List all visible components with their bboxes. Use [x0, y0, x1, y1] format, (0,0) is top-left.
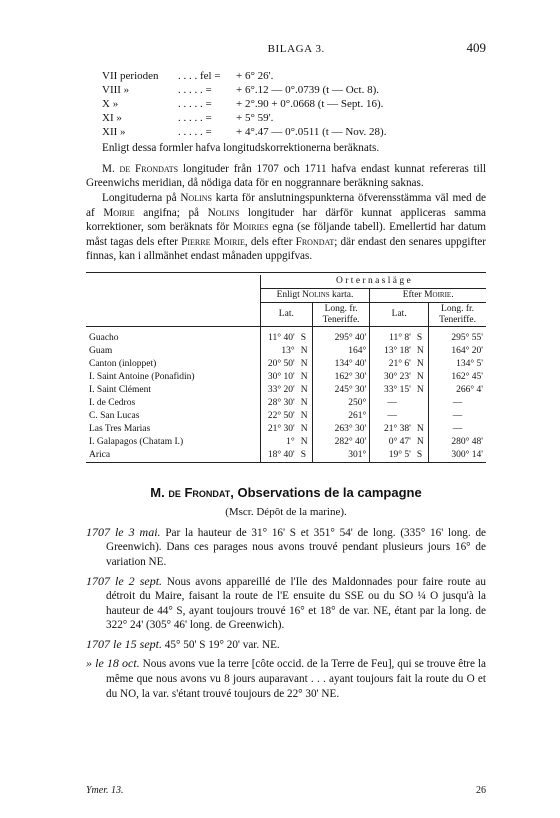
period-label: XI »	[102, 112, 122, 125]
period-value: + 2°.90 + 0°.0668 (t — Sept. 16).	[236, 98, 384, 111]
period-label: VII perioden	[102, 69, 159, 82]
log-entry	[86, 656, 486, 701]
table-top-rule	[86, 272, 486, 273]
period-value: + 5° 59'.	[236, 112, 274, 125]
table-group-header: O r t e r n a s l ä g e	[260, 275, 486, 288]
log-entry	[86, 525, 486, 570]
period-dots: . . . . fel =	[178, 69, 221, 82]
entry-text: 45° 50' S 19° 20' var. NE.	[164, 638, 280, 651]
subheader-lat: Lat.	[370, 302, 429, 327]
document-page	[86, 40, 486, 701]
log-entry	[86, 637, 486, 653]
table-row: I. de Cedros 28° 30' N 250° — —	[86, 397, 486, 410]
period-list	[102, 69, 486, 139]
page-number: 409	[466, 40, 486, 55]
subheader-long: Long. fr. Teneriffe.	[429, 302, 486, 327]
period-dots: . . . . . =	[178, 98, 212, 111]
table-row: Guam 13° N 164° 13° 18' N 164° 20'	[86, 345, 486, 358]
formula-note: Enligt dessa formler hafva longitudskorrektionerna beräknats.	[102, 142, 380, 155]
period-dots: . . . . . =	[178, 112, 212, 125]
period-value: + 6°.12 — 0°.0739 (t — Oct. 8).	[236, 83, 380, 96]
section-subtitle: (Mscr. Dépôt de la marine).	[225, 505, 347, 518]
entry-text: Par la hauteur de 31° 16' S et 351° 54' de long. (335° 16' long. de Greenwich). Dans ces parages nous avons trouvé pendant plusieurs jours 16° de variation NE.	[106, 526, 487, 569]
period-dots: . . . . . =	[178, 83, 212, 96]
footer-signature: 26	[476, 785, 486, 796]
table-row: Arica 18° 40' S 301° 19° 5' S 300° 14'	[86, 449, 486, 462]
entry-date: 1707 le 2 sept.	[86, 573, 163, 588]
entry-date: » le 18 oct.	[86, 656, 140, 671]
section-title: M. de Frondat, Observations de la campagne	[150, 484, 422, 500]
header-title: BILAGA 3.	[267, 43, 325, 55]
column-nolin: Enligt Nolins karta.	[260, 288, 370, 302]
page-footer	[86, 784, 486, 797]
table-row: Las Tres Marias 21° 30' N 263° 30' 21° 38' N —	[86, 423, 486, 436]
entry-date: 1707 le 3 mai.	[86, 524, 161, 539]
table-row: I. Saint Clément 33° 20' N 245° 30' 33° 15' N 266° 4'	[86, 384, 486, 397]
period-label: VIII »	[102, 83, 130, 96]
period-dots: . . . . . =	[178, 126, 212, 139]
period-value: + 6° 26'.	[236, 69, 274, 82]
subheader-lat: Lat.	[260, 302, 312, 327]
table-row: I. Galapagos (Chatam I.) 1° N 282° 40' 0° 47' N 280° 48'	[86, 436, 486, 449]
table-row: Canton (inloppet) 20° 50' N 134° 40' 21° 6' N 134° 5'	[86, 358, 486, 371]
log-entry	[86, 574, 486, 633]
period-label: XII »	[102, 126, 126, 139]
subheader-long: Long. fr. Teneriffe.	[312, 302, 369, 327]
entry-text: Nous avons appareillé de l'Ile des Maldonnades pour faire route au détroit du Maire, faisant la route de l'E ensuite du SSE ou du SO ¼ O jusqu'à la hauteur de 44° S, ayant toujours trouvé 16° et 18° de var. NE, étant par la long. de 322° 24' (305° 46' long. de Greenwich).	[106, 575, 486, 632]
paragraph-frondat: M. de Frondats longituder från 1707 och 1711 hafva endast kunnat refereras till Greenwichs meridian, då nödiga data för en noggrannare beräkning saknas.	[86, 162, 486, 190]
positions-table	[86, 275, 486, 463]
table-row: C. San Lucas 22° 50' N 261° — —	[86, 410, 486, 423]
entry-text: Nous avons vue la terre [côte occid. de la Terre de Feu], qui se trouve être la même que nous avons vu 8 jours auparavant . . . ayant toujours fait la route du O et du NO, la var. s'étant trouvé toujours de 22° 30' NE.	[106, 658, 486, 700]
period-value: + 4°.47 — 0°.0511 (t — Nov. 28).	[236, 126, 387, 139]
table-row: Guacho 11° 40' S 295° 40' 11° 8' S 295° 55'	[86, 332, 486, 345]
paragraph-nolin: Longituderna på Nolins karta för anslutningspunkterna öfverensstämma väl med de af Moirie angifna; på Nolins longituder har därför kunnat appliceras samma korrektioner, som beräknats för Moiries egna (se följande tabell). Emellertid har datum måst tagas dels efter Pierre Moirie, dels efter Frondat; där endast den senares uppgifter finnas, kan i allmänhet endast månaden uppgifvas.	[86, 191, 487, 263]
footer-journal: Ymer. 13.	[86, 785, 124, 796]
running-header	[86, 40, 486, 57]
period-label: X »	[102, 98, 119, 111]
column-moirie: Efter Moirie.	[370, 288, 486, 302]
entry-date: 1707 le 15 sept.	[86, 636, 162, 651]
table-row: I. Saint Antoine (Ponafidin) 30° 10' N 162° 30' 30° 23' N 162° 45'	[86, 371, 486, 384]
